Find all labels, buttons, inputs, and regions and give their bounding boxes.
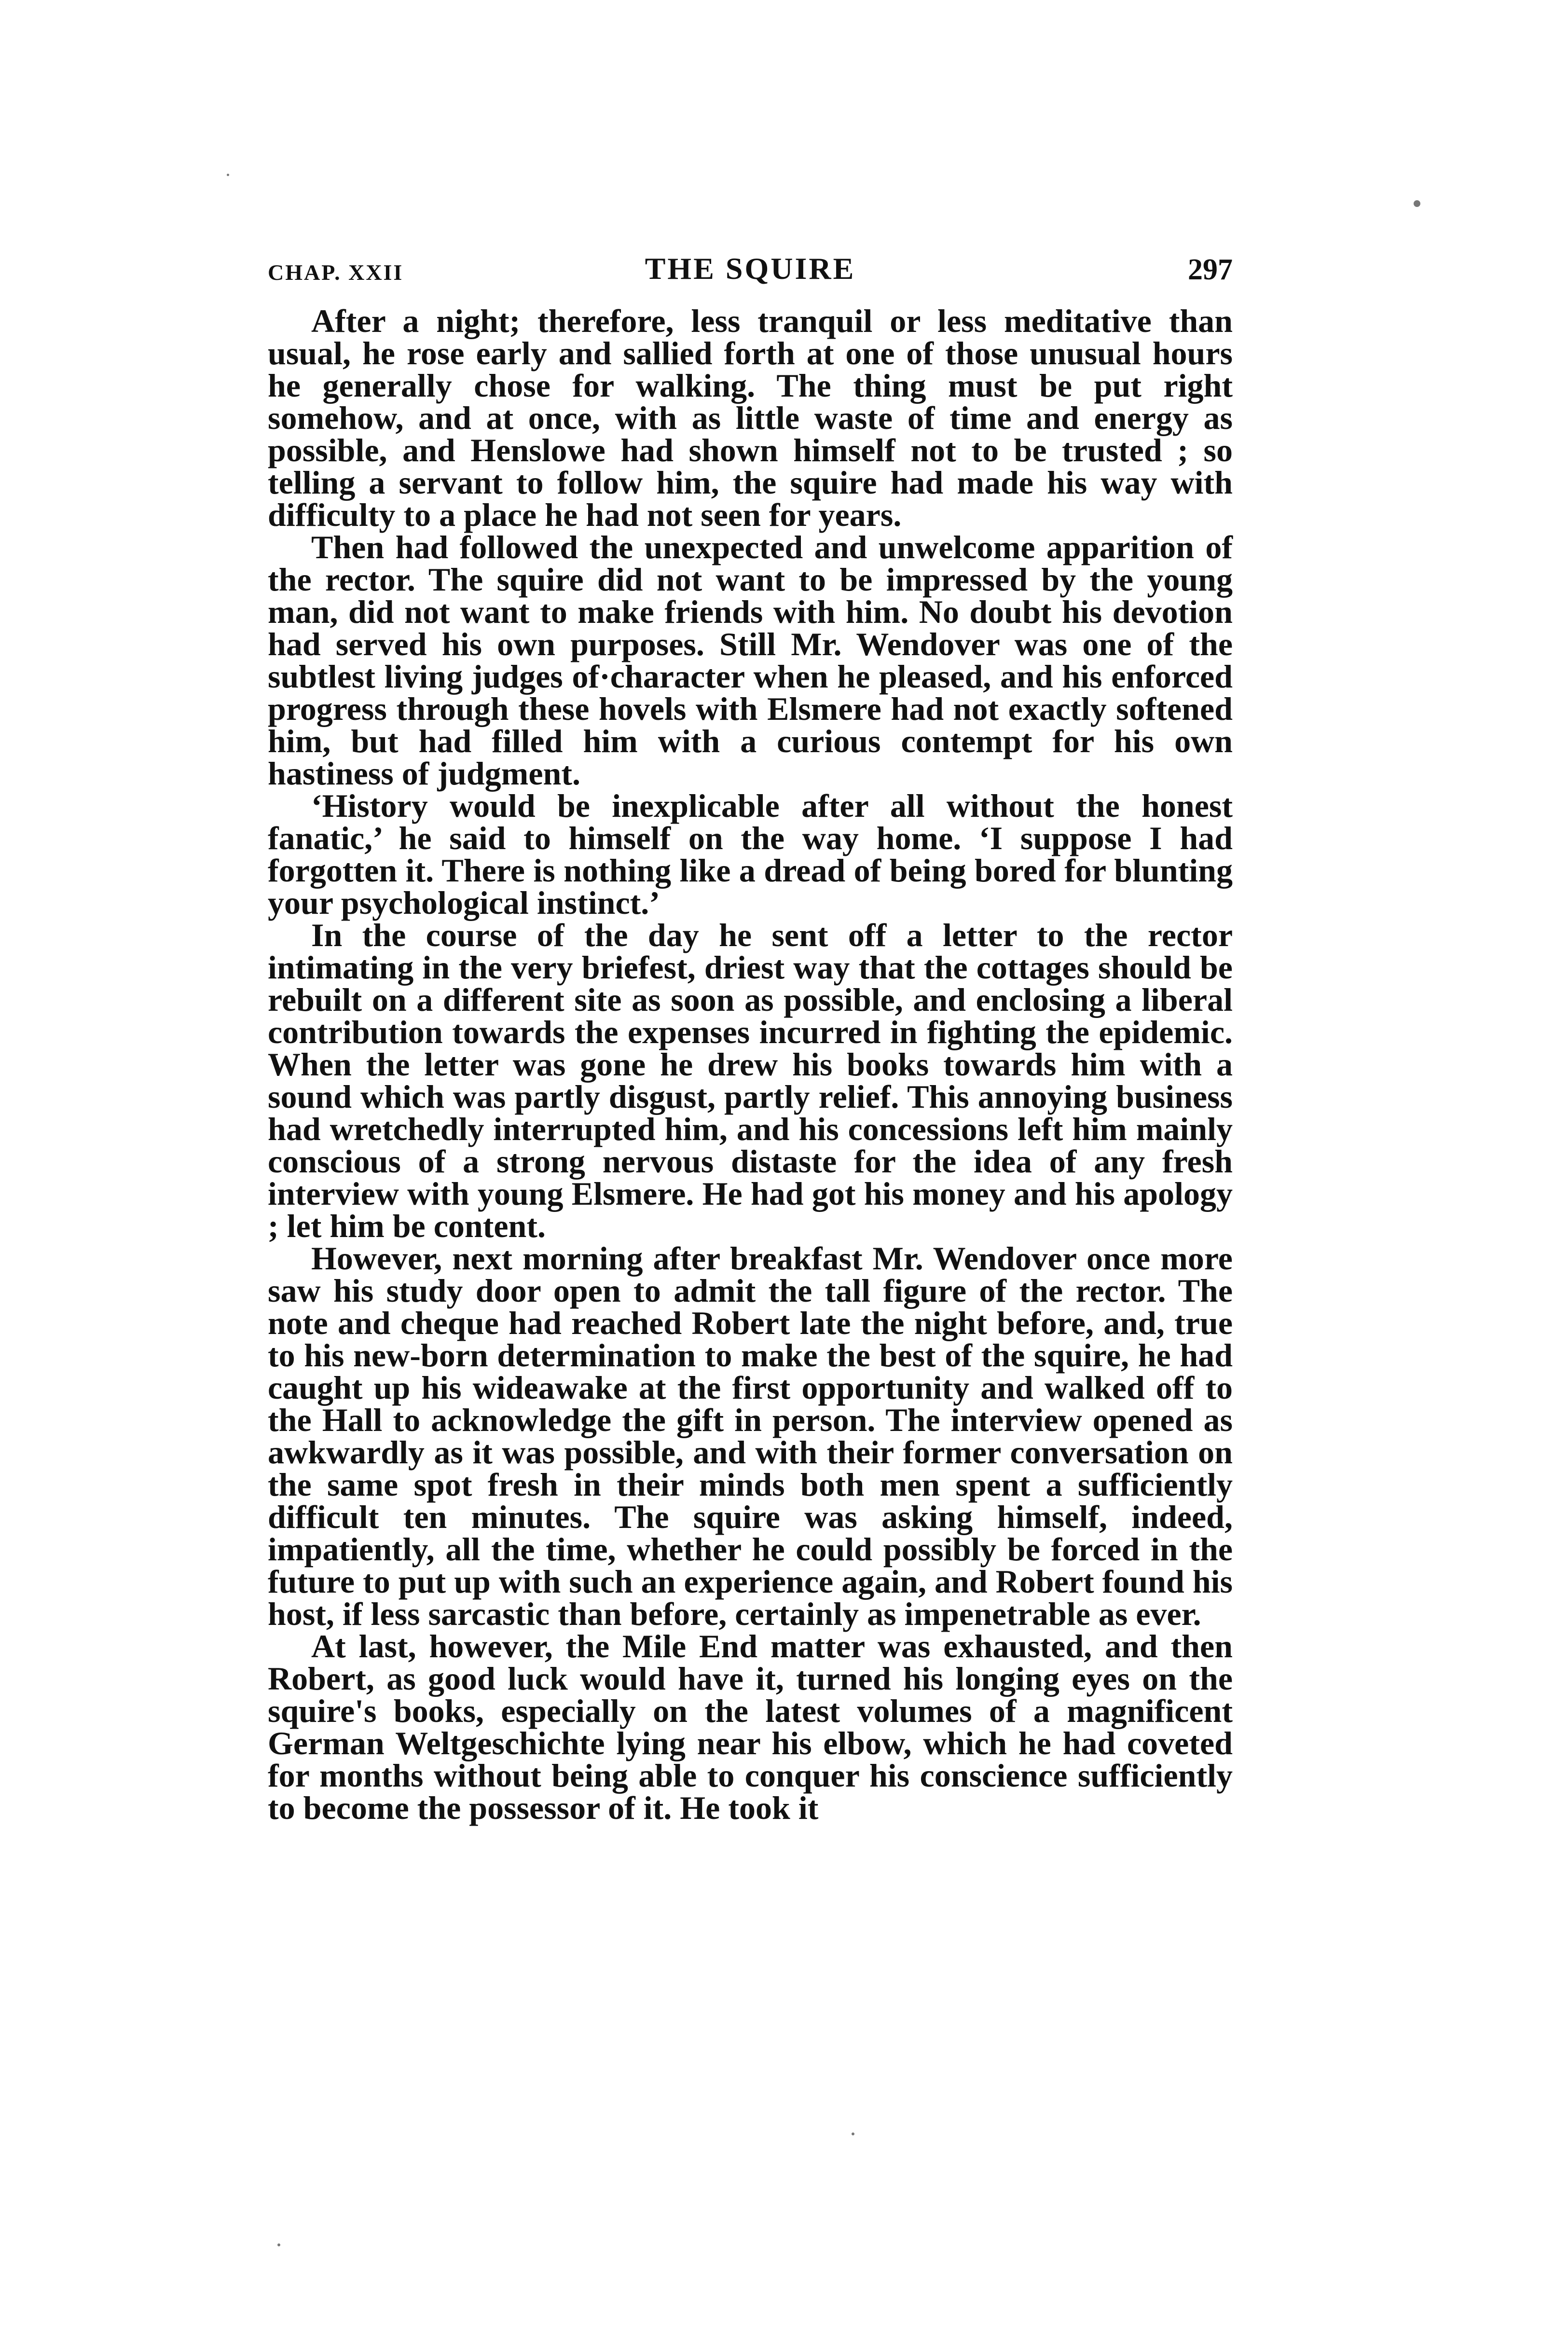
paragraph: However, next morning after breakfast Mr. Wendover once more saw his study door open to admit the tall figure of the rector. The note and cheque had reached Robert late the night before, and, true to his new-born determination to make the best of the squire, he had caught up his wideawake at the first opportunity and walked off to the Hall to acknowledge the gift in person. The interview opened as awkwardly as it was possible, and with their former conversation on the same spot fresh in their minds both men spent a sufficiently difficult ten minutes. The squire was asking himself, indeed, impatiently, all the time, whether he could possibly be forced in the future to put up with such an experience again, and Robert found his host, if less sarcastic than before, certainly as impenetrable as ever. <box>268 1240 1233 1632</box>
page-number: 297 <box>1188 253 1233 286</box>
paragraph: After a night; therefore, less tranquil or less meditative than usual, he rose early and sallied forth at one of those unusual hours he generally chose for walking. The thing must be put right somehow, and at once, with as little waste of time and energy as possible, and Henslowe had shown himself not to be trusted ; so telling a servant to follow him, the squire had made his way with difficulty to a place he had not seen for years. <box>268 303 1233 533</box>
paper-speck <box>852 2132 854 2135</box>
paper-speck <box>1414 200 1420 207</box>
running-title: THE SQUIRE <box>645 251 856 286</box>
chapter-label: CHAP. XXII <box>268 260 404 285</box>
paragraph: In the course of the day he sent off a letter to the rector intimating in the very briefest, driest way that the cottages should be rebuilt on a different site as soon as possible, and enclosing a liberal contribution towards the expenses incurred in fighting the epidemic. When the letter was gone he drew his books towards him with a sound which was partly disgust, partly relief. This annoying business had wretchedly interrupted him, and his concessions left him mainly conscious of a strong nervous distaste for the idea of any fresh interview with young Elsmere. He had got his money and his apology ; let him be content. <box>268 917 1233 1244</box>
paper-speck <box>227 174 229 176</box>
paragraph: ‘History would be inexplicable after all without the honest fanatic,’ he said to himself on the way home. ‘I suppose I had forgotten it. There is nothing like a dread of being bored for blunting your psychological instinct.’ <box>268 787 1233 921</box>
paragraph: Then had followed the unexpected and unwelcome apparition of the rector. The squire did not want to be impressed by the young man, did not want to make friends with him. No doubt his devotion had served his own purposes. Still Mr. Wendover was one of the subtlest living judges of·character when he pleased, and his enforced progress through these hovels with Elsmere had not exactly softened him, but had filled him with a curious contempt for his own hastiness of judgment. <box>268 529 1233 792</box>
paper-speck <box>277 2243 280 2246</box>
body-text <box>268 305 1233 1824</box>
running-header <box>268 251 1233 294</box>
paragraph: At last, however, the Mile End matter was exhausted, and then Robert, as good luck would have it, turned his longing eyes on the squire's books, especially on the latest volumes of a magnificent German Weltgeschichte lying near his elbow, which he had coveted for months without being able to conquer his conscience sufficiently to become the possessor of it. He took it <box>268 1628 1233 1826</box>
